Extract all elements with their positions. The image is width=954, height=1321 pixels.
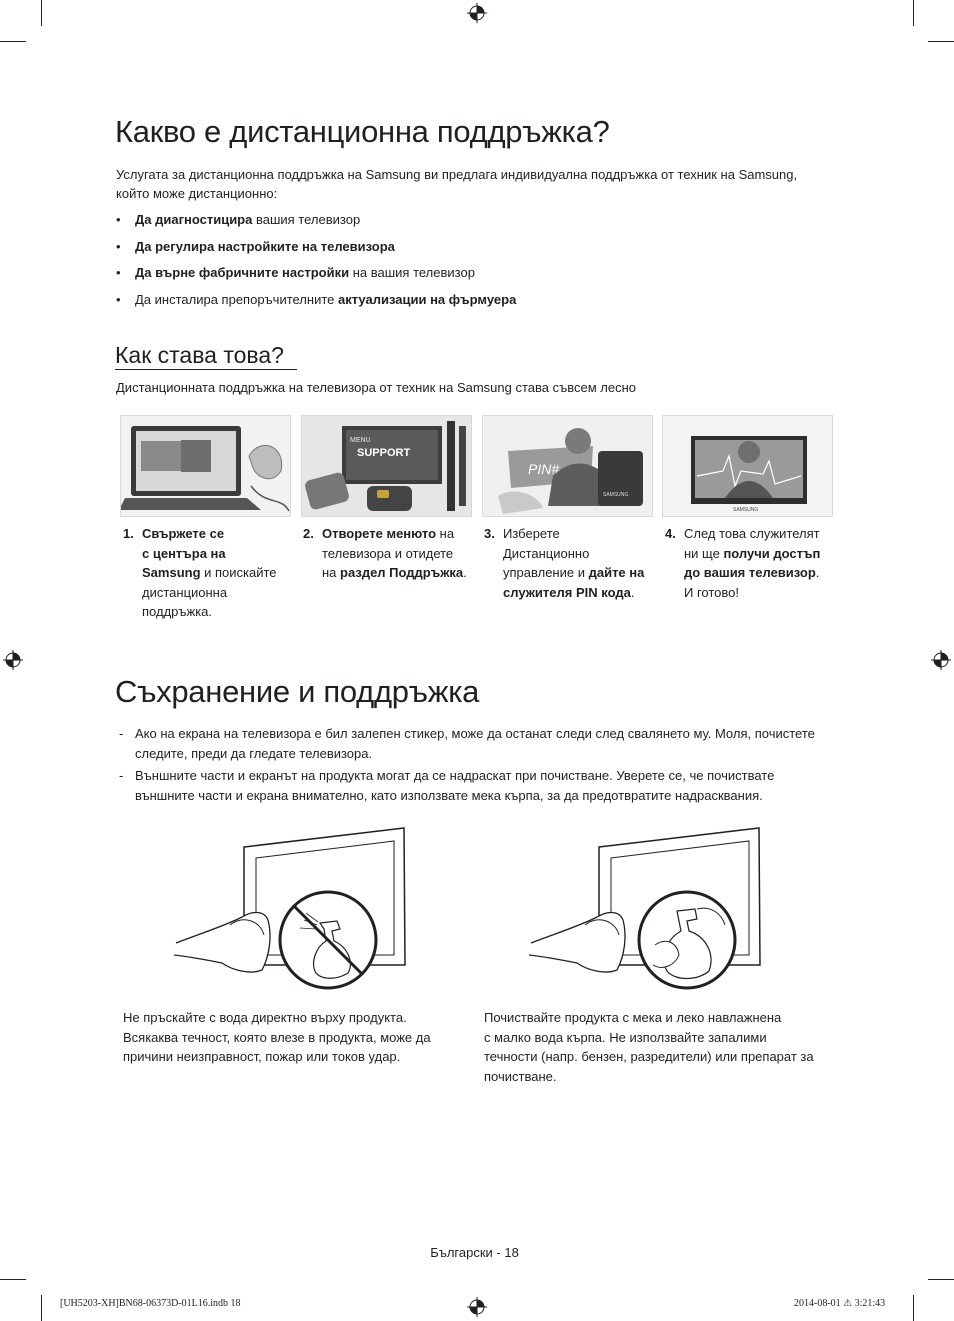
menu-label: MENU (350, 437, 371, 444)
list-item: • Да върне фабричните настройки на вашия телевизор (116, 265, 475, 281)
registration-mark-icon (931, 650, 951, 670)
list-item: - Външните части и екранът на продукта могат да се надраскат при почистване. Уверете се, че почиствате външните части и екрана внимателно, като използвате мека кърпа, за да предотвратите надрасквания. (119, 768, 775, 803)
imprint-right: 2014-08-01 ⚠ 3:21:43 (794, 1298, 886, 1309)
pin-label: PIN# (528, 461, 560, 477)
step-number: 4. (665, 526, 676, 541)
registration-mark-icon (467, 3, 487, 23)
cloth-cleaning-illustration (527, 825, 827, 995)
list-item: • Да инсталира препоръчителните актуализации на фърмуера (116, 292, 517, 308)
heading-underline (115, 369, 297, 370)
step-text: След това служителят ни ще получи достъп до вашия телевизор. И готово! (684, 526, 821, 600)
capability-list (116, 211, 516, 318)
imprint-left: [UH5203-XH]BN68-06373D-01L16.indb 18 (60, 1298, 241, 1309)
registration-mark-icon (467, 1297, 487, 1317)
crop-mark (0, 41, 26, 42)
pin-code-photo (482, 415, 653, 517)
crop-mark (928, 41, 954, 42)
step-text: Изберете Дистанционно управление и дайте на служителя PIN кода. (503, 526, 645, 600)
no-spray-illustration (172, 825, 472, 995)
crop-mark (913, 0, 914, 26)
brand-label: SAMSUNG (603, 492, 629, 498)
step-text: Свържете се с центъра на Samsung и поискайте дистанционна поддръжка. (142, 526, 277, 619)
section-intro: Дистанционната поддръжка на телевизора от техник на Samsung става съвсем лесно (116, 380, 637, 395)
step-number: 1. (123, 526, 134, 541)
step-number: 2. (303, 526, 314, 541)
intro-paragraph: Услугата за дистанционна поддръжка на Samsung ви предлага индивидуална поддръжка от техник на Samsung, който може дистанционно: (116, 167, 798, 201)
page-title: Какво е дистанционна поддръжка? (115, 114, 610, 149)
support-label: SUPPORT (357, 447, 411, 459)
caption-no-spray: Не пръскайте с вода директно върху продукта. Всякаква течност, която влезе в продукта, може да причини неизправност, пожар или токов удар. (123, 1010, 431, 1064)
crop-mark (41, 1295, 42, 1321)
laptop-phone-photo (120, 415, 291, 517)
registration-mark-icon (3, 650, 23, 670)
crop-mark (928, 1279, 954, 1280)
svg-text:SAMSUNG: SAMSUNG (733, 507, 759, 513)
care-list (116, 724, 832, 808)
crop-mark (41, 0, 42, 26)
tv-menu-support-photo (301, 415, 472, 517)
crop-mark (913, 1295, 914, 1321)
step-text: Отворете менюто на телевизора и отидете на раздел Поддръжка. (322, 526, 467, 580)
caption-use-cloth: Почиствайте продукта с мека и леко навлажнена с малко вода кърпа. Не използвайте запалими течности (напр. бензен, разредители) или препарат за почистване. (484, 1010, 814, 1084)
list-item: - Ако на екрана на телевизора е бил залепен стикер, може да останат следи след свалянето му. Моля, почистете следите, преди да гледате телевизора. (119, 726, 815, 761)
crop-mark (0, 1279, 26, 1280)
page-number: Български - 18 (430, 1245, 519, 1260)
list-item: • Да регулира настройките на телевизора (116, 238, 395, 254)
step-number: 3. (484, 526, 495, 541)
technician-on-tv-photo (662, 415, 833, 517)
section-heading: Как става това? (115, 342, 284, 368)
section-title: Съхранение и поддръжка (115, 674, 480, 709)
list-item: • Да диагностицира вашия телевизор (116, 212, 361, 227)
